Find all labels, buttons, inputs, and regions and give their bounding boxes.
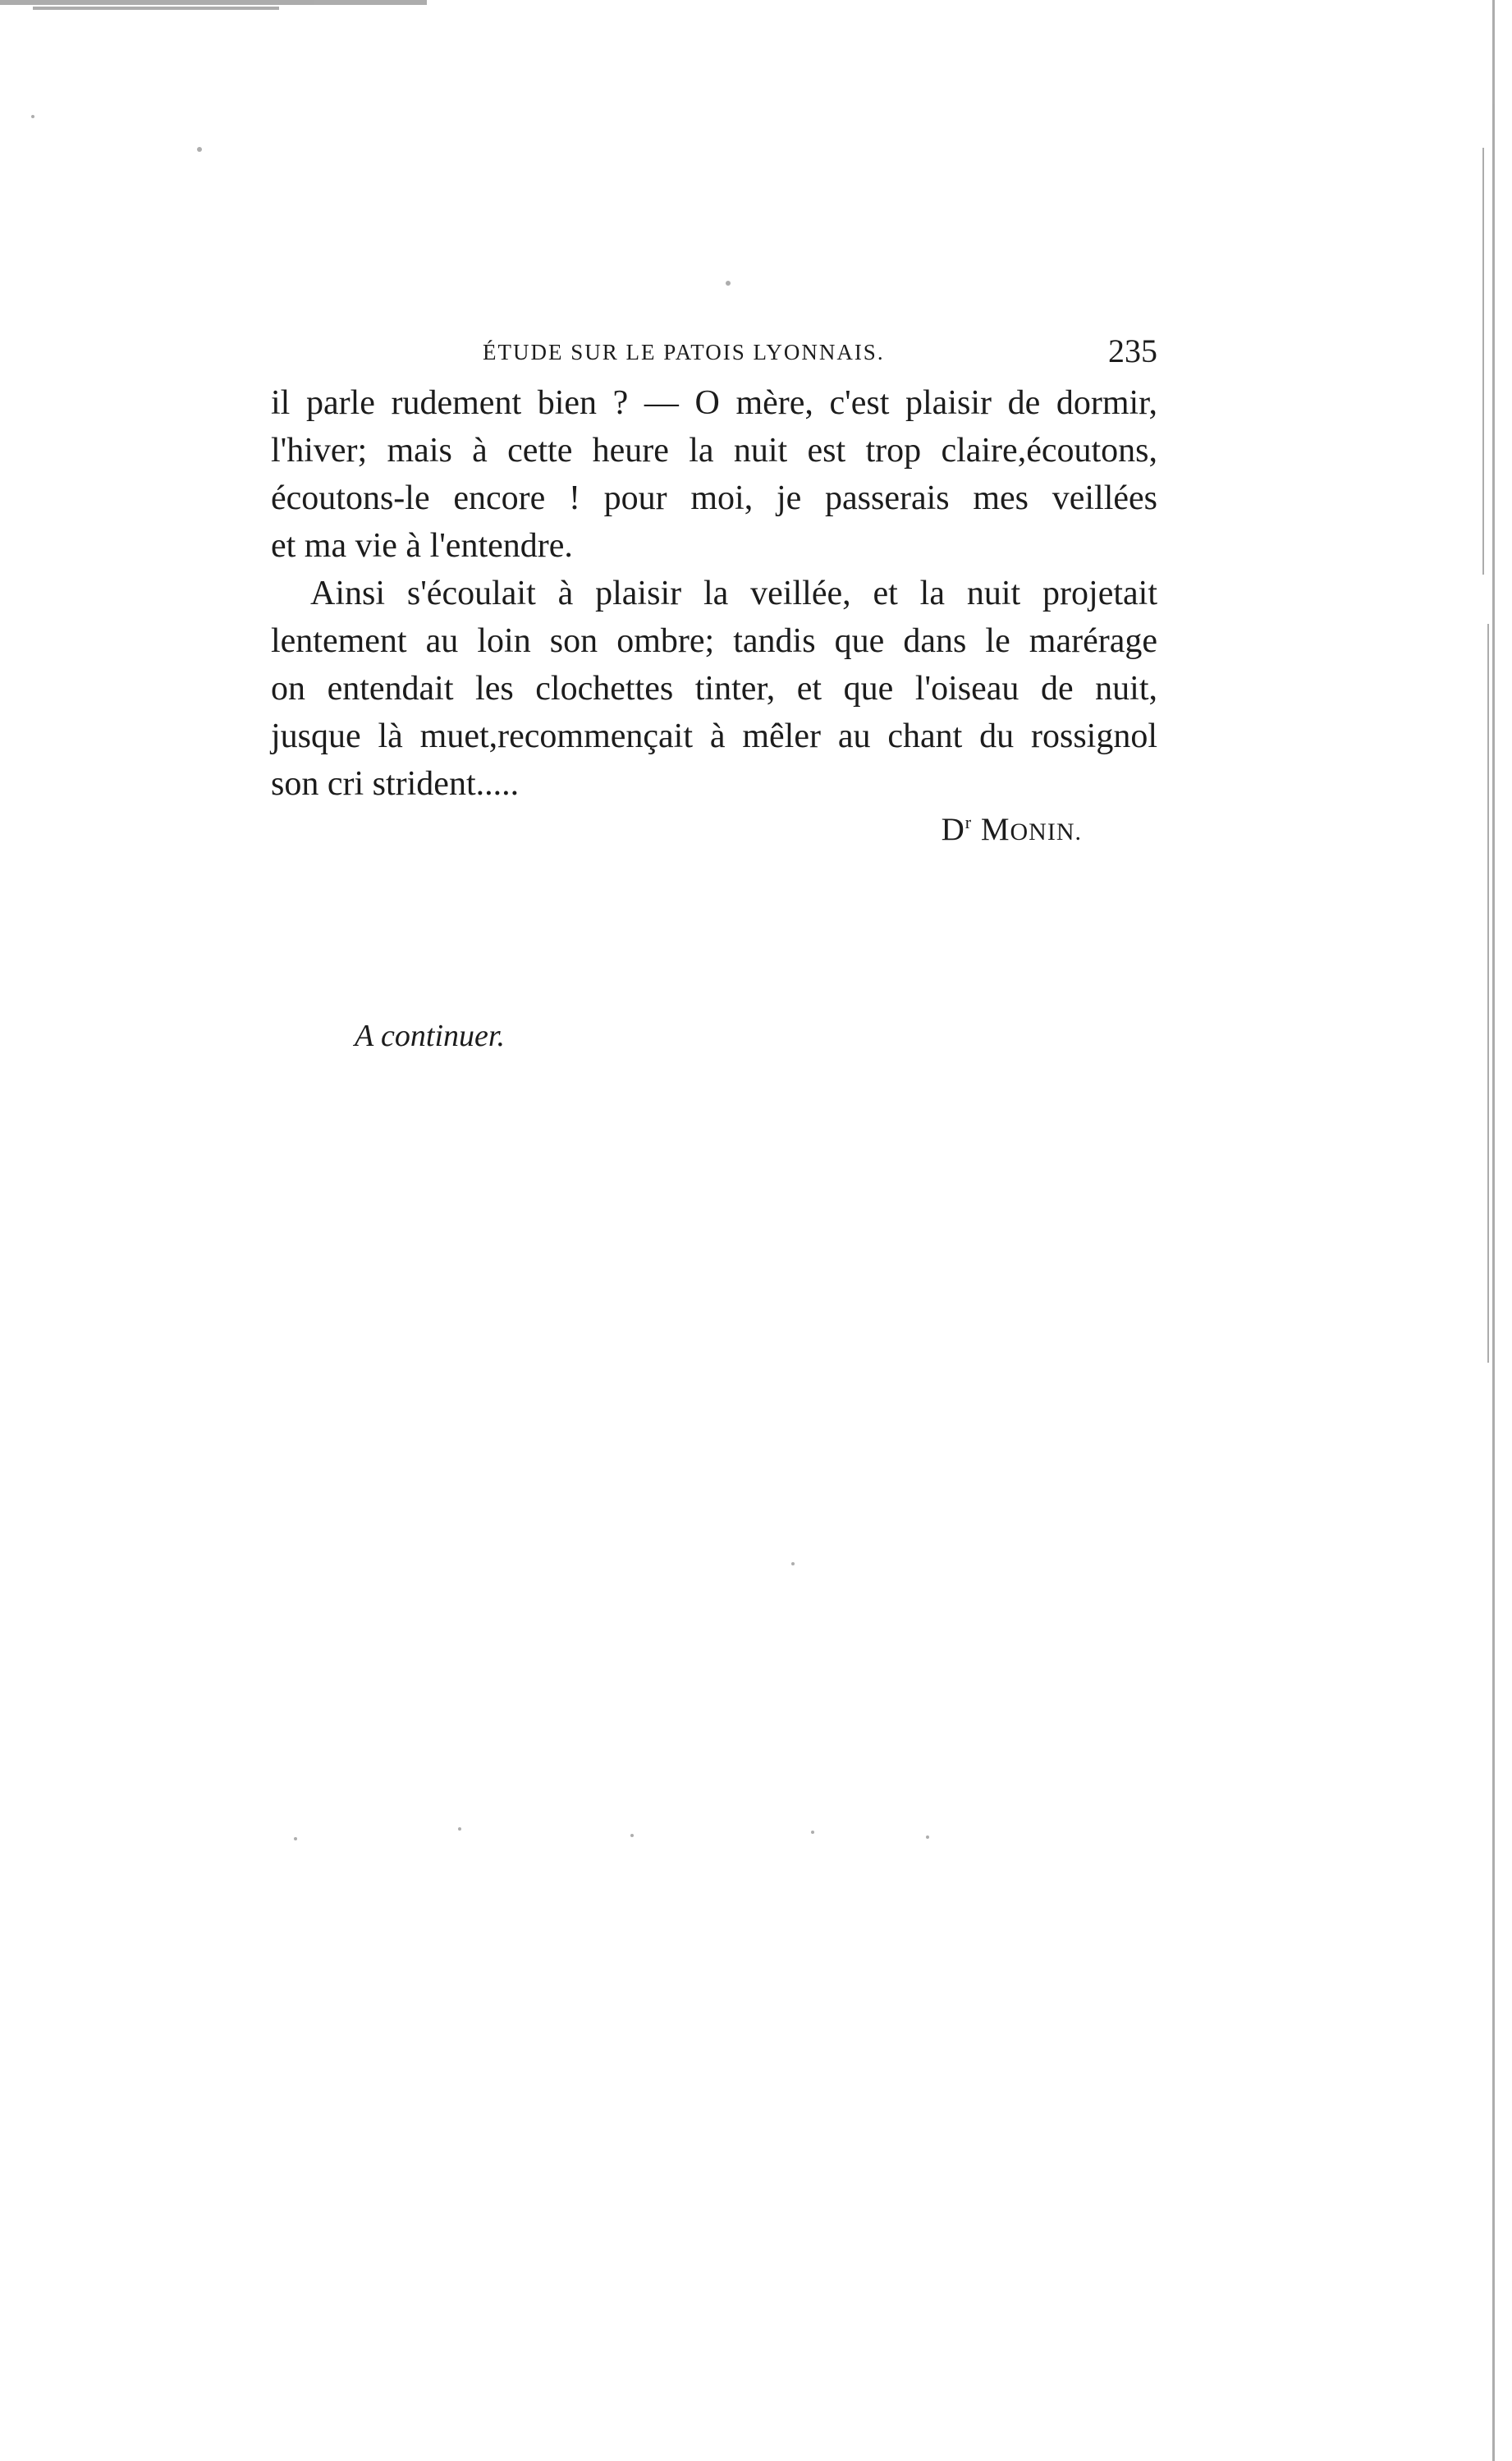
- text-line: son cri strident.....: [271, 765, 520, 803]
- signature-title: D: [941, 812, 965, 847]
- text-line: jusque là muet,recommençait à mêler au chant du rossignol: [271, 717, 1157, 755]
- text-line: l'hiver; mais à cette heure la nuit est trop claire,écoutons,: [271, 432, 1157, 470]
- paragraph: [271, 379, 1157, 570]
- text-line: il parle rudement bien ? — O mère, c'est plaisir de dormir,: [271, 384, 1157, 422]
- signature-title-superscript: r: [964, 812, 973, 832]
- text-line: on entendait les clochettes tinter, et que l'oiseau de nuit,: [271, 670, 1157, 708]
- running-header: [271, 332, 1157, 381]
- author-signature: [942, 811, 1082, 848]
- text-line: et ma vie à l'entendre.: [271, 527, 573, 565]
- text-line: Ainsi s'écoulait à plaisir la veillée, et la nuit projetait: [310, 575, 1157, 612]
- signature-name-rest: ONIN.: [1010, 818, 1082, 846]
- text-line: écoutons-le encore ! pour moi, je passerais mes veillées: [271, 479, 1157, 517]
- text-line: lentement au loin son ombre; tandis que dans le marérage: [271, 622, 1157, 660]
- continuation-note: A continuer.: [355, 1019, 505, 1053]
- signature-name-initial: M: [980, 812, 1010, 847]
- paragraph: [271, 570, 1157, 808]
- running-title: ÉTUDE SUR LE PATOIS LYONNAIS.: [483, 340, 885, 364]
- page-number: 235: [1108, 332, 1157, 369]
- body-text: [271, 379, 1157, 808]
